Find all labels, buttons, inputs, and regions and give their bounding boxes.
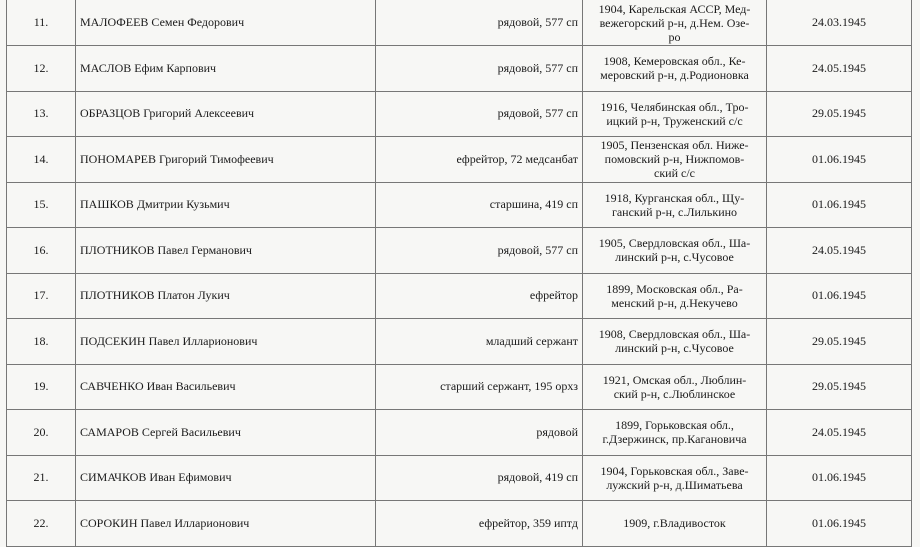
birth-info-line: 1921, Омская обл., Люблин- bbox=[602, 372, 747, 387]
birth-info-line: ро bbox=[668, 29, 681, 44]
table-row bbox=[7, 182, 912, 228]
rank-unit: рядовой bbox=[376, 410, 583, 456]
birth-info-line: вежегорский р-н, д.Нем. Озе- bbox=[599, 15, 750, 30]
rank-unit: ефрейтор, 72 медсанбат bbox=[376, 137, 583, 183]
person-name: СИМАЧКОВ Иван Ефимович bbox=[76, 455, 376, 501]
birth-info bbox=[583, 364, 767, 410]
date-of-death: 24.05.1945 bbox=[767, 46, 912, 92]
birth-info-line: ский с/с bbox=[654, 166, 695, 181]
birth-info-line: линский р-н, с.Чусовое bbox=[615, 341, 734, 356]
birth-info-line: 1908, Свердловская обл., Ша- bbox=[598, 327, 751, 342]
row-number: 14. bbox=[7, 137, 76, 183]
table-row bbox=[7, 137, 912, 183]
birth-info bbox=[583, 91, 767, 137]
birth-info-line: 1916, Челябинская обл., Тро- bbox=[600, 99, 749, 114]
table-row bbox=[7, 501, 912, 547]
date-of-death: 29.05.1945 bbox=[767, 319, 912, 365]
birth-info bbox=[583, 228, 767, 274]
person-name: СОРОКИН Павел Илларионович bbox=[76, 501, 376, 547]
person-name: ПЛОТНИКОВ Платон Лукич bbox=[76, 273, 376, 319]
birth-info bbox=[583, 455, 767, 501]
person-name: ПОДСЕКИН Павел Илларионович bbox=[76, 319, 376, 365]
date-of-death: 01.06.1945 bbox=[767, 273, 912, 319]
rank-unit: рядовой, 577 сп bbox=[376, 0, 583, 46]
person-name: МАСЛОВ Ефим Карпович bbox=[76, 46, 376, 92]
birth-info-line: линский р-н, с.Чусовое bbox=[615, 250, 734, 265]
birth-info-line: ицкий р-н, Труженский с/с bbox=[606, 113, 743, 128]
table-row bbox=[7, 0, 912, 46]
person-name: САВЧЕНКО Иван Васильевич bbox=[76, 364, 376, 410]
person-name: ОБРАЗЦОВ Григорий Алексеевич bbox=[76, 91, 376, 137]
row-number: 21. bbox=[7, 455, 76, 501]
rank-unit: рядовой, 577 сп bbox=[376, 228, 583, 274]
birth-info-line: 1904, Карельская АССР, Мед- bbox=[598, 1, 751, 16]
birth-info-line: менский р-н, д.Некучево bbox=[611, 295, 738, 310]
date-of-death: 24.05.1945 bbox=[767, 410, 912, 456]
rank-unit: старший сержант, 195 орхз bbox=[376, 364, 583, 410]
birth-info-line: 1905, Пензенская обл. Ниже- bbox=[600, 138, 749, 153]
date-of-death: 29.05.1945 bbox=[767, 91, 912, 137]
birth-info-line: 1904, Горьковская обл., Заве- bbox=[600, 463, 749, 478]
birth-info-line: 1905, Свердловская обл., Ша- bbox=[598, 236, 751, 251]
rank-unit: старшина, 419 сп bbox=[376, 182, 583, 228]
person-name: ПАШКОВ Дмитрии Кузьмич bbox=[76, 182, 376, 228]
birth-info-line: 1899, Московская обл., Ра- bbox=[606, 281, 743, 296]
rank-unit: рядовой, 419 сп bbox=[376, 455, 583, 501]
date-of-death: 24.03.1945 bbox=[767, 0, 912, 46]
row-number: 20. bbox=[7, 410, 76, 456]
row-number: 22. bbox=[7, 501, 76, 547]
birth-info-line: 1918, Курганская обл., Щу- bbox=[604, 190, 745, 205]
rank-unit: ефрейтор bbox=[376, 273, 583, 319]
date-of-death: 29.05.1945 bbox=[767, 364, 912, 410]
rank-unit: рядовой, 577 сп bbox=[376, 46, 583, 92]
birth-info-line: ганский р-н, с.Лилькино bbox=[611, 204, 738, 219]
row-number: 11. bbox=[7, 0, 76, 46]
date-of-death: 01.06.1945 bbox=[767, 182, 912, 228]
row-number: 17. bbox=[7, 273, 76, 319]
row-number: 15. bbox=[7, 182, 76, 228]
birth-info-line: 1908, Кемеровская обл., Ке- bbox=[603, 54, 746, 69]
date-of-death: 01.06.1945 bbox=[767, 137, 912, 183]
table-row bbox=[7, 273, 912, 319]
birth-info bbox=[583, 0, 767, 46]
rank-unit: младший сержант bbox=[376, 319, 583, 365]
birth-info-line: меровский р-н, д.Родионовка bbox=[600, 68, 749, 83]
table-row bbox=[7, 364, 912, 410]
row-number: 16. bbox=[7, 228, 76, 274]
table-row bbox=[7, 91, 912, 137]
birth-info-line: лужский р-н, д.Шиматьева bbox=[606, 477, 743, 492]
table-row bbox=[7, 455, 912, 501]
rank-unit: ефрейтор, 359 иптд bbox=[376, 501, 583, 547]
birth-info-line: 1909, г.Владивосток bbox=[623, 516, 726, 531]
row-number: 18. bbox=[7, 319, 76, 365]
birth-info-line: 1899, Горьковская обл., bbox=[615, 418, 734, 433]
date-of-death: 24.05.1945 bbox=[767, 228, 912, 274]
birth-info bbox=[583, 137, 767, 183]
date-of-death: 01.06.1945 bbox=[767, 455, 912, 501]
date-of-death: 01.06.1945 bbox=[767, 501, 912, 547]
birth-info bbox=[583, 273, 767, 319]
person-name: САМАРОВ Сергей Васильевич bbox=[76, 410, 376, 456]
table-row bbox=[7, 410, 912, 456]
birth-info bbox=[583, 319, 767, 365]
table-row bbox=[7, 46, 912, 92]
person-name: ПОНОМАРЕВ Григорий Тимофеевич bbox=[76, 137, 376, 183]
birth-info bbox=[583, 410, 767, 456]
table-body bbox=[7, 0, 912, 546]
row-number: 13. bbox=[7, 91, 76, 137]
burial-list-table bbox=[6, 0, 912, 547]
row-number: 19. bbox=[7, 364, 76, 410]
table-row bbox=[7, 319, 912, 365]
birth-info bbox=[583, 182, 767, 228]
birth-info bbox=[583, 46, 767, 92]
birth-info-line: г.Дзержинск, пр.Кагановича bbox=[602, 432, 747, 447]
birth-info bbox=[583, 501, 767, 547]
row-number: 12. bbox=[7, 46, 76, 92]
person-name: МАЛОФЕЕВ Семен Федорович bbox=[76, 0, 376, 46]
rank-unit: рядовой, 577 сп bbox=[376, 91, 583, 137]
birth-info-line: помовский р-н, Нижпомов- bbox=[604, 152, 745, 167]
birth-info-line: ский р-н, с.Люблинское bbox=[613, 386, 736, 401]
person-name: ПЛОТНИКОВ Павел Германович bbox=[76, 228, 376, 274]
table-row bbox=[7, 228, 912, 274]
